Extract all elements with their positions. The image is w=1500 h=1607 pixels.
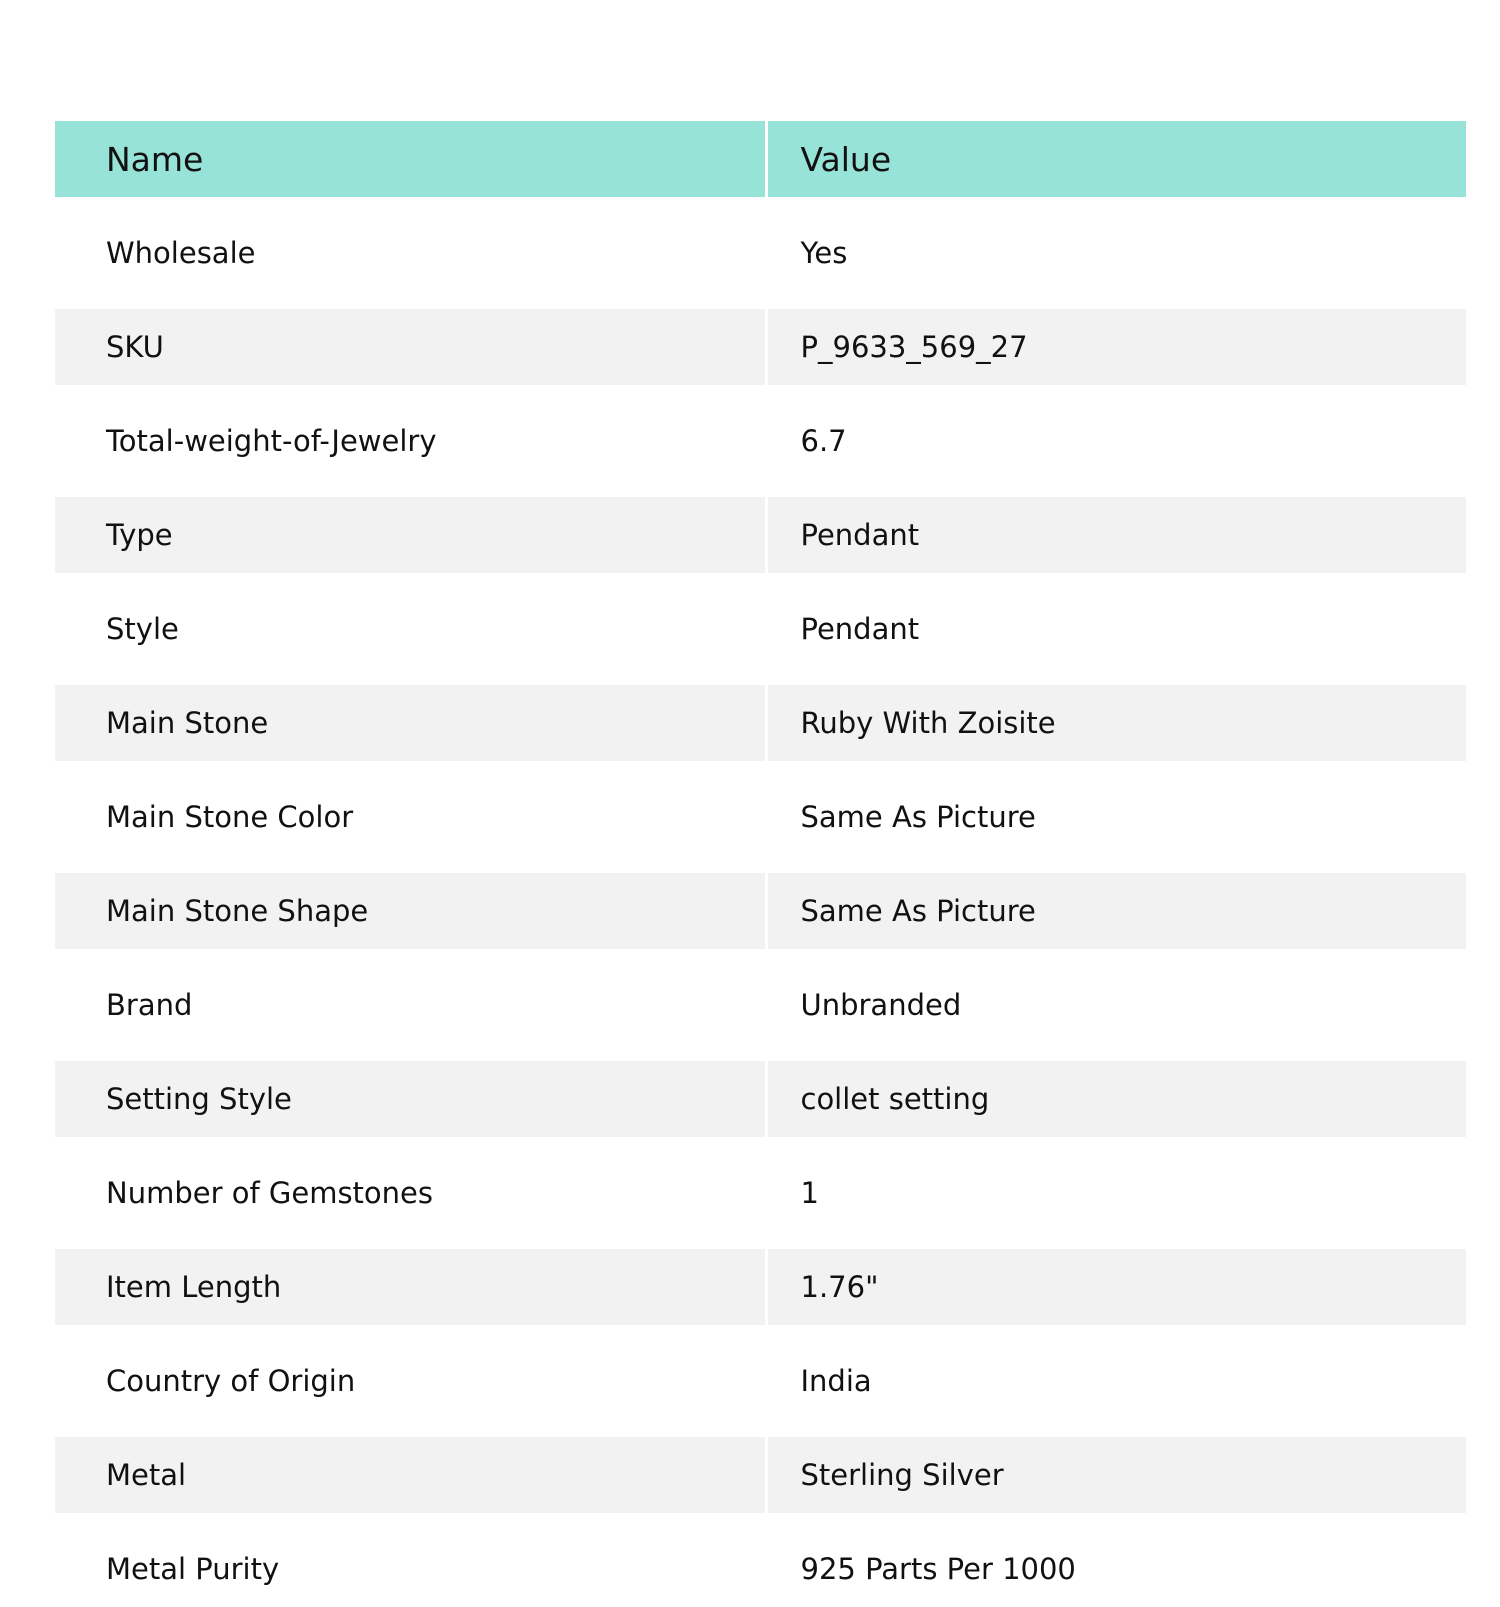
header-row (55, 121, 1466, 197)
row-spacer (55, 1137, 1466, 1155)
row-spacer (55, 1419, 1466, 1437)
cell-value: India (766, 1343, 1466, 1419)
cell-value: Unbranded (766, 967, 1466, 1043)
table-row (55, 967, 1466, 1043)
cell-name: Number of Gemstones (106, 1176, 434, 1210)
cell-name: Brand (106, 988, 193, 1022)
table-row (55, 403, 1466, 479)
cell-value: Pendant (766, 497, 1466, 573)
cell-name: Metal (55, 1437, 766, 1513)
cell-name: Wholesale (106, 236, 256, 270)
cell-value: Yes (766, 215, 1466, 291)
row-spacer (55, 855, 1466, 873)
row-spacer (55, 1513, 1466, 1531)
cell-name: SKU (55, 309, 766, 385)
cell-value: Pendant (766, 591, 1466, 667)
table-row (55, 215, 1466, 291)
cell-value: 925 Parts Per 1000 (766, 1531, 1466, 1607)
cell-name: Main Stone Shape (55, 873, 766, 949)
cell-name: Main Stone Color (106, 800, 354, 834)
table-row (55, 309, 1466, 385)
cell-name: Item Length (55, 1249, 766, 1325)
row-spacer (55, 667, 1466, 685)
table-row (55, 1531, 1466, 1607)
row-spacer (55, 1043, 1466, 1061)
table-row (55, 873, 1466, 949)
row-spacer (55, 761, 1466, 779)
table-row (55, 779, 1466, 855)
cell-value: 1.76" (766, 1249, 1466, 1325)
table-row (55, 497, 1466, 573)
table-row (55, 1061, 1466, 1137)
cell-value: Ruby With Zoisite (766, 685, 1466, 761)
cell-value: 6.7 (766, 403, 1466, 479)
cell-name: Type (55, 497, 766, 573)
cell-name: Main Stone (55, 685, 766, 761)
column-header-name: Name (55, 121, 766, 197)
table-body (55, 197, 1466, 1607)
row-spacer (55, 1231, 1466, 1249)
table-row (55, 685, 1466, 761)
cell-value: P_9633_569_27 (766, 309, 1466, 385)
row-spacer (55, 949, 1466, 967)
cell-name: Metal Purity (106, 1552, 280, 1586)
column-header-value: Value (766, 121, 1466, 197)
row-spacer (55, 573, 1466, 591)
table-row (55, 1249, 1466, 1325)
cell-name: Setting Style (55, 1061, 766, 1137)
cell-value: Sterling Silver (766, 1437, 1466, 1513)
table-row (55, 591, 1466, 667)
row-spacer (55, 479, 1466, 497)
table-row (55, 1343, 1466, 1419)
cell-value: collet setting (766, 1061, 1466, 1137)
table-header (55, 121, 1466, 197)
cell-name: Total-weight-of-Jewelry (106, 424, 437, 458)
row-spacer (55, 385, 1466, 403)
table-row (55, 1437, 1466, 1513)
row-spacer (55, 1325, 1466, 1343)
cell-value: Same As Picture (766, 779, 1466, 855)
cell-value: 1 (766, 1155, 1466, 1231)
row-spacer (55, 197, 1466, 215)
row-spacer (55, 291, 1466, 309)
cell-name: Country of Origin (106, 1364, 356, 1398)
specifications-table (55, 121, 1466, 1607)
cell-name: Style (106, 612, 179, 646)
cell-value: Same As Picture (766, 873, 1466, 949)
table-row (55, 1155, 1466, 1231)
